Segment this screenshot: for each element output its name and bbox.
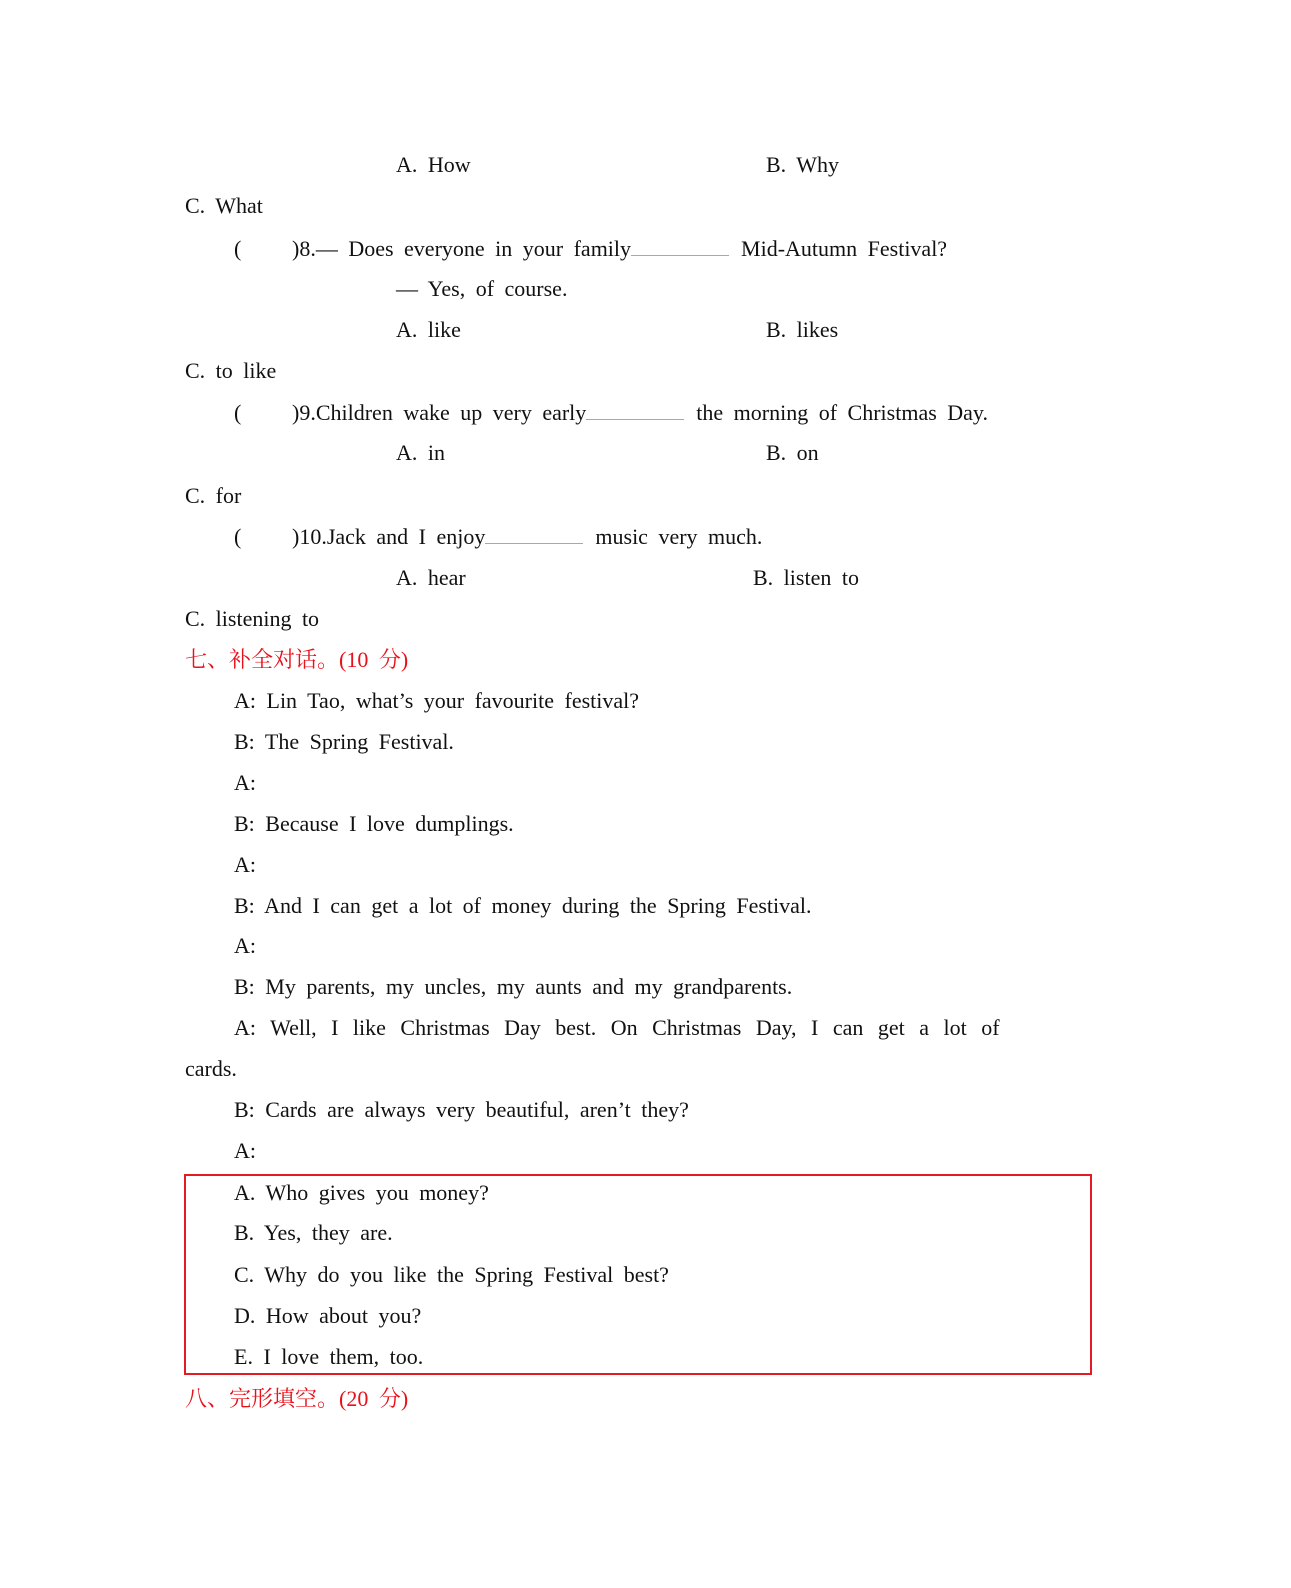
dialogue-blank-line[interactable]: A: [234,770,256,795]
q9-option-c: C. for [185,483,242,508]
q7-option-a: A. How [396,152,471,177]
dialogue-line: B: The Spring Festival. [234,729,454,754]
q8-option-c: C. to like [185,358,277,383]
dialogue-blank-line[interactable]: A: [234,852,256,877]
answer-blank[interactable] [485,525,583,544]
question-text-after: Mid-Autumn Festival? [741,236,948,261]
answer-blank[interactable] [586,401,684,420]
dialogue-line: B: Because I love dumplings. [234,811,514,836]
q10-option-c: C. listening to [185,606,320,631]
q9-option-a: A. in [396,440,445,465]
dialogue-blank-line[interactable]: A: [234,1138,256,1163]
question-8 [234,236,947,262]
dialogue-line: B: Cards are always very beautiful, aren’t they? [234,1097,689,1122]
question-text: )9.Children wake up very early [292,400,587,425]
dialogue-line: B: My parents, my uncles, my aunts and my grandparents. [234,974,793,999]
q7-option-b: B. Why [766,152,840,177]
dialogue-option-d: D. How about you? [234,1303,422,1328]
q8-option-b: B. likes [766,317,839,342]
dialogue-line: A: Lin Tao, what’s your favourite festival? [234,688,640,713]
q8-reply: — Yes, of course. [396,276,568,301]
q10-option-a: A. hear [396,565,466,590]
question-10 [234,524,762,550]
dialogue-option-c: C. Why do you like the Spring Festival best? [234,1262,669,1287]
dialogue-line: A: Well, I like Christmas Day best. On Christmas Day, I can get a lot of [234,1015,1000,1040]
question-text: )10.Jack and I enjoy [292,524,486,549]
question-text: )8.— Does everyone in your family [292,236,632,261]
section-8-heading: 八、完形填空。(20 分) [185,1386,409,1411]
section-7-heading: 七、补全对话。(10 分) [185,647,409,672]
q8-option-a: A. like [396,317,461,342]
q9-option-b: B. on [766,440,819,465]
answer-bracket[interactable]: ( [234,400,242,425]
answer-blank[interactable] [631,237,729,256]
answer-bracket[interactable]: ( [234,524,242,549]
dialogue-blank-line[interactable]: A: [234,933,256,958]
answer-bracket[interactable]: ( [234,236,242,261]
dialogue-option-a: A. Who gives you money? [234,1180,489,1205]
question-text-after: the morning of Christmas Day. [696,400,988,425]
dialogue-option-b: B. Yes, they are. [234,1220,393,1245]
question-9 [234,400,988,426]
dialogue-line: B: And I can get a lot of money during the Spring Festival. [234,893,812,918]
dialogue-option-e: E. I love them, too. [234,1344,424,1369]
dialogue-line-continued: cards. [185,1056,237,1081]
q10-option-b: B. listen to [753,565,859,590]
q7-option-c: C. What [185,193,263,218]
question-text-after: music very much. [595,524,763,549]
